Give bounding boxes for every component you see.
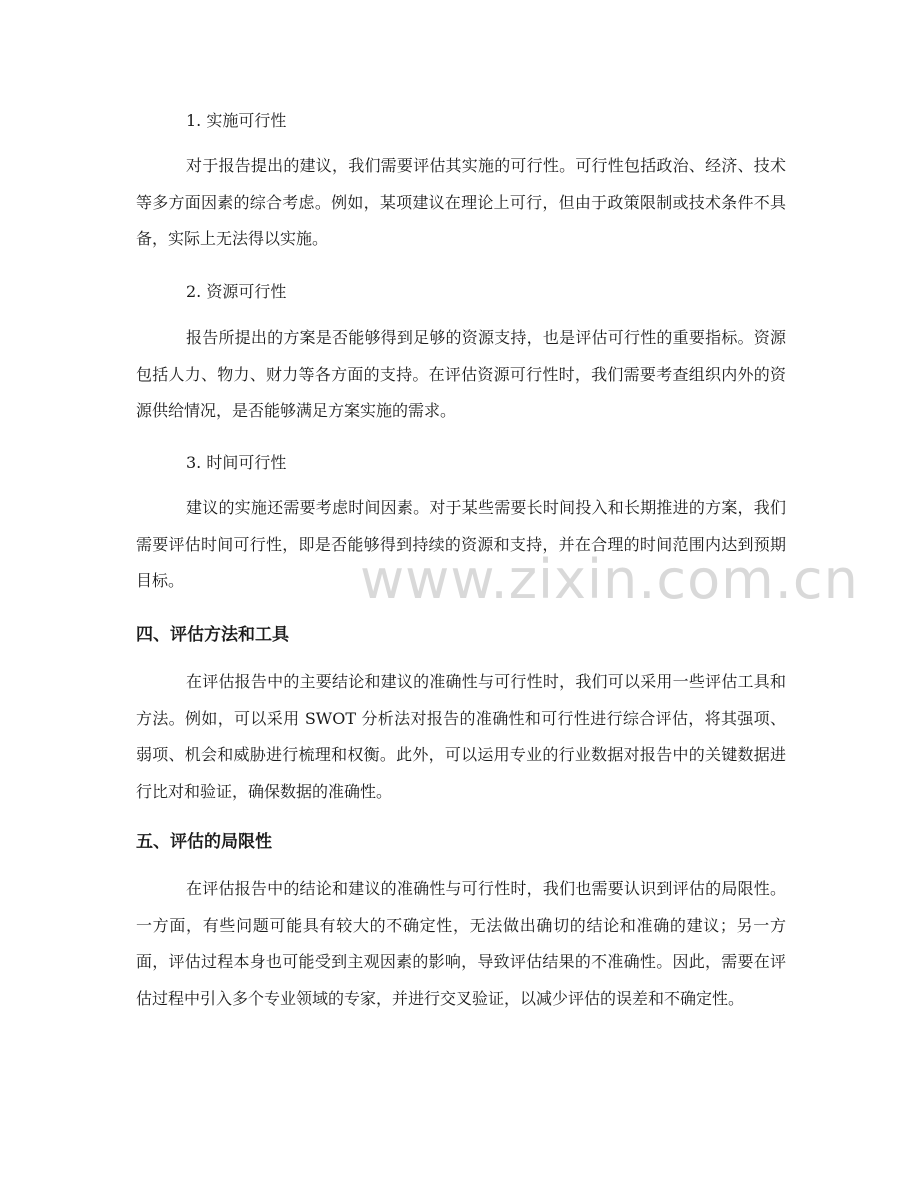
paragraph-resources: 报告所提出的方案是否能够得到足够的资源支持，也是评估可行性的重要指标。资源包括人力、物力、财力等各方面的支持。在评估资源可行性时，我们需要考查组织内外的资源供给情况，是否能够满足方案实施的需求。	[136, 328, 786, 420]
paragraph-limitations: 在评估报告中的结论和建议的准确性与可行性时，我们也需要认识到评估的局限性。一方面，有些问题可能具有较大的不确定性，无法做出确切的结论和准确的建议；另一方面，评估过程本身也可能受到主观因素的影响，导致评估结果的不准确性。因此，需要在评估过程中引入多个专业领域的专家，并进行交叉验证，以减少评估的误差和不确定性。	[136, 879, 786, 1008]
paragraph-methods: 在评估报告中的主要结论和建议的准确性与可行性时，我们可以采用一些评估工具和方法。例如，可以采用 SWOT 分析法对报告的准确性和可行性进行综合评估，将其强项、弱项、机会和威胁进行梳理和权衡。此外，可以运用专业的行业数据对报告中的关键数据进行比对和验证，确保数据的准确性。	[136, 672, 786, 801]
section-heading-limitations: 五、评估的局限性	[136, 832, 272, 852]
section-heading-methods: 四、评估方法和工具	[136, 625, 289, 645]
subsection-title-implementation: 1. 实施可行性	[186, 111, 287, 130]
subsection-title-time: 3. 时间可行性	[186, 453, 287, 472]
paragraph-time: 建议的实施还需要考虑时间因素。对于某些需要长时间投入和长期推进的方案，我们需要评估时间可行性，即是否能够得到持续的资源和支持，并在合理的时间范围内达到预期目标。	[136, 498, 786, 590]
watermark: www.zixin.com.cn	[360, 548, 859, 611]
subsection-title-resources: 2. 资源可行性	[186, 282, 287, 301]
paragraph-implementation: 对于报告提出的建议，我们需要评估其实施的可行性。可行性包括政治、经济、技术等多方面因素的综合考虑。例如，某项建议在理论上可行，但由于政策限制或技术条件不具备，实际上无法得以实施。	[136, 156, 786, 248]
